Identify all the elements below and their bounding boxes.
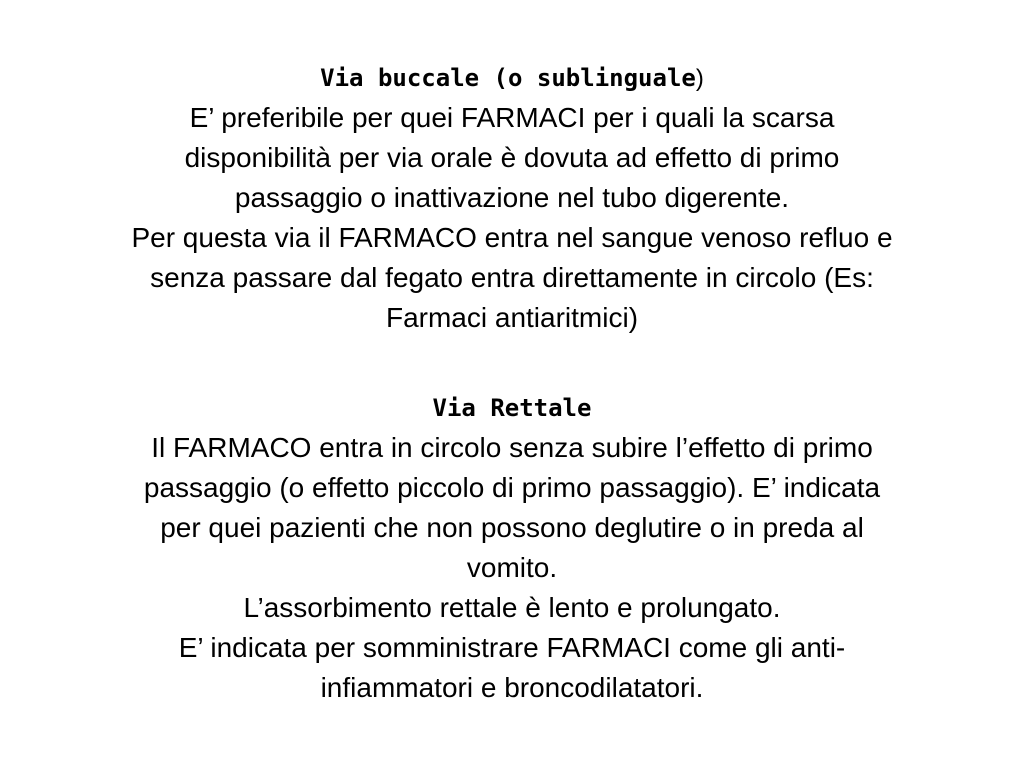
paragraph-line: passaggio o inattivazione nel tubo digerente. <box>234 182 790 213</box>
paragraph-line: per quei pazienti che non possono deglutire o in preda al <box>160 512 864 543</box>
section-via-buccale <box>36 58 988 338</box>
paragraph-line: Il FARMACO entra in circolo senza subire l’effetto di primo <box>151 432 873 463</box>
section-title-buccale-close: ) <box>695 65 704 92</box>
paragraph-line: infiammatori e broncodilatatori. <box>320 672 704 703</box>
paragraph-line: passaggio (o effetto piccolo di primo passaggio). E’ indicata <box>143 472 881 503</box>
section-title-buccale-text: Via buccale (o sublinguale <box>320 64 696 92</box>
paragraph-line: senza passare dal fegato entra direttamente in circolo (Es: <box>150 262 874 293</box>
paragraph-line: Farmaci antiaritmici) <box>385 302 639 333</box>
paragraph-line: E’ indicata per somministrare FARMACI come gli anti- <box>178 632 846 663</box>
section-title-buccale <box>36 58 988 98</box>
paragraph-line: vomito. <box>466 552 558 583</box>
paragraph-line: Per questa via il FARMACO entra nel sangue venoso refluo e <box>131 222 893 253</box>
section-title-rettale: Via Rettale <box>432 394 592 422</box>
section-via-rettale <box>36 388 988 708</box>
paragraph-line: L’assorbimento rettale è lento e prolungato. <box>243 592 781 623</box>
paragraph-line: disponibilità per via orale è dovuta ad effetto di primo <box>184 142 840 173</box>
paragraph-line: E’ preferibile per quei FARMACI per i quali la scarsa <box>189 102 835 133</box>
